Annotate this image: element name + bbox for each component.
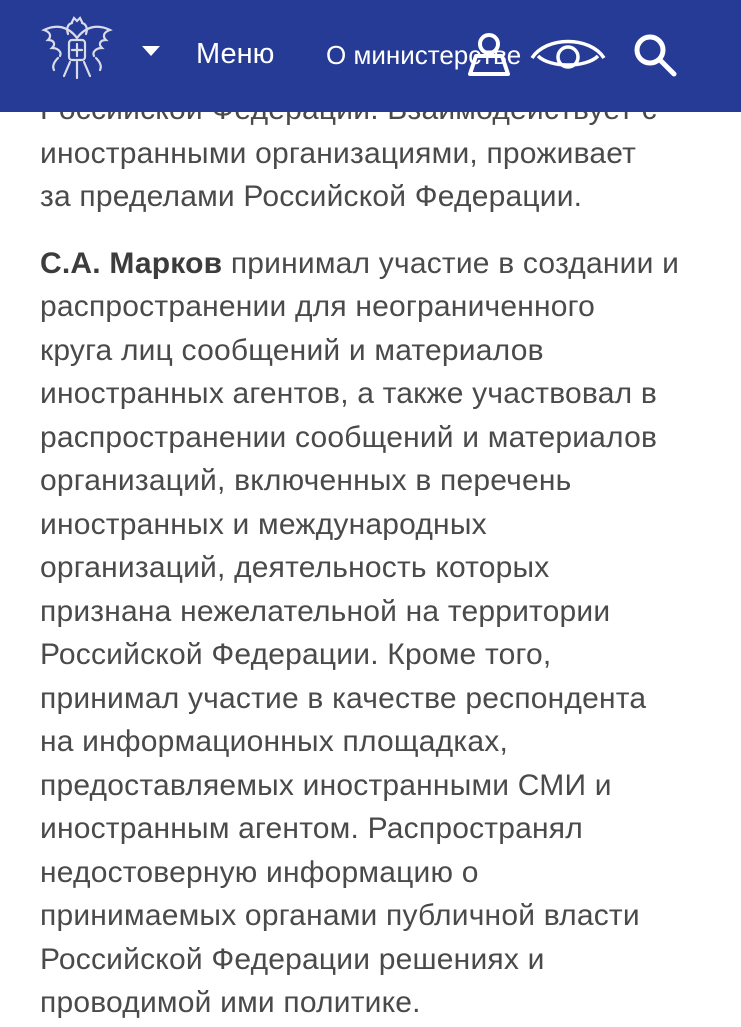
- paragraph-line: на информационных площадках,: [40, 725, 508, 758]
- article-paragraph-2: [40, 242, 720, 1025]
- person-name: С.А. Марков: [40, 246, 223, 280]
- search-icon[interactable]: [632, 32, 678, 78]
- menu-caret-icon[interactable]: [142, 46, 160, 56]
- paragraph-line: организаций, включенных в перечень: [40, 464, 572, 497]
- paragraph-line: иностранных агентов, а также участвовал в: [40, 377, 657, 410]
- paragraph-line: признана нежелательной на территории: [40, 594, 611, 628]
- article-content: [40, 88, 720, 1025]
- paragraph-line: за пределами Российской Федерации.: [40, 180, 583, 213]
- paragraph-line: принимал участие в качестве респондента: [40, 681, 647, 715]
- paragraph-line: иностранных и международных: [40, 507, 487, 541]
- paragraph-line: принимаемых органами публичной власти: [40, 899, 640, 932]
- menu-button[interactable]: Меню: [196, 38, 275, 70]
- paragraph-first-line: [40, 242, 720, 286]
- paragraph-line: распространении для неограниченного: [40, 290, 596, 323]
- paragraph-line: Российской Федерации. Кроме того,: [40, 638, 552, 671]
- paragraph-line: организаций, деятельность которых: [40, 551, 550, 584]
- paragraph-text: принимал участие в создании и: [222, 246, 680, 280]
- emblem-icon[interactable]: [38, 18, 116, 80]
- top-navigation-bar: [0, 0, 741, 112]
- paragraph-line: круга лиц сообщений и материалов: [40, 333, 544, 367]
- user-icon[interactable]: [466, 32, 512, 76]
- eye-icon[interactable]: [530, 34, 606, 74]
- paragraph-line: предоставляемых иностранными СМИ и: [40, 768, 612, 802]
- paragraph-line: Российской Федерации решениях и: [40, 942, 545, 976]
- paragraph-line: проводимой ими политике.: [40, 986, 421, 1019]
- paragraph-line: иностранным агентом. Распространял: [40, 812, 583, 845]
- paragraph-line: иностранными организациями, проживает: [40, 136, 637, 170]
- paragraph-line: недостоверную информацию о: [40, 855, 479, 889]
- paragraph-line: распространении сообщений и материалов: [40, 420, 658, 454]
- about-ministry-link[interactable]: О министерстве: [326, 40, 522, 70]
